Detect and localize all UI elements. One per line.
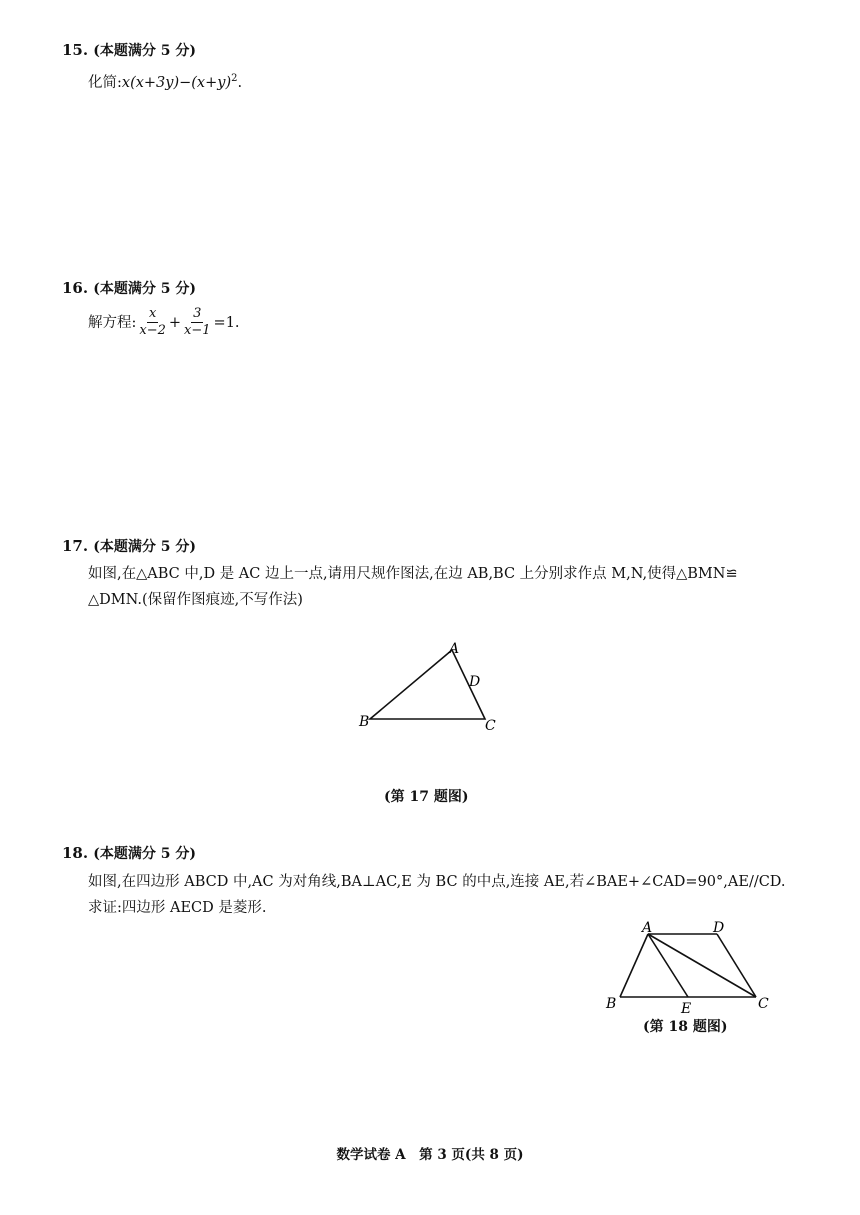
question-score-header: (本题满分 5 分) <box>93 846 196 862</box>
fraction-2 <box>182 306 213 339</box>
question-text-line: △DMN.(保留作图痕迹,不写作法) <box>88 592 303 608</box>
fraction-1 <box>137 306 168 339</box>
question-text-line: 如图,在四边形 ABCD 中,AC 为对角线,BA⊥AC,E 为 BC 的中点,连接 AE,若∠BAE+∠CAD=90°,AE//CD. <box>88 874 786 890</box>
question-17 <box>62 536 196 556</box>
quadrilateral-abcd-figure <box>600 920 780 1020</box>
question-number: 16. <box>62 279 89 297</box>
question-score-header: (本题满分 5 分) <box>93 43 196 59</box>
question-16 <box>62 278 196 298</box>
figure-17-caption: (第 17 题图) <box>384 789 469 805</box>
question-score-header: (本题满分 5 分) <box>93 281 196 297</box>
question-number: 18. <box>62 844 89 862</box>
question-15 <box>62 40 196 60</box>
fraction-2-numerator: 3 <box>193 306 202 321</box>
plus-sign: + <box>168 314 182 331</box>
equation-rhs: =1. <box>213 314 240 331</box>
label-a: A <box>449 641 460 657</box>
page-footer: 数学试卷 A 第 3 页(共 8 页) <box>336 1147 524 1163</box>
label-b: B <box>606 996 617 1012</box>
label-b: B <box>359 714 370 730</box>
expression-end: . <box>237 74 243 91</box>
label-a: A <box>642 920 653 936</box>
segment-ac <box>648 934 756 997</box>
label-c: C <box>758 996 769 1012</box>
fraction-2-denominator: x−1 <box>184 323 211 338</box>
question-score-header: (本题满分 5 分) <box>93 539 196 555</box>
label-d: D <box>469 674 481 690</box>
figure-18-caption: (第 18 题图) <box>643 1019 728 1035</box>
exponent: 2 <box>231 73 238 84</box>
label-c: C <box>485 718 496 734</box>
label-e: E <box>681 1001 692 1017</box>
question-18 <box>62 843 196 863</box>
segment-ab <box>620 934 648 997</box>
fraction-1-denominator: x−2 <box>139 323 166 338</box>
expression: x(x+3y)−(x+y) <box>121 74 232 91</box>
segment-ae <box>648 934 688 997</box>
question-text-line: 求证:四边形 AECD 是菱形. <box>88 900 267 916</box>
fraction-1-numerator: x <box>148 306 157 321</box>
label-d: D <box>713 920 725 936</box>
question-number: 17. <box>62 537 89 555</box>
question-15-body <box>88 66 242 96</box>
prompt-label: 解方程: <box>88 314 137 331</box>
triangle-abc <box>370 650 485 719</box>
segment-dc <box>717 934 756 997</box>
question-number: 15. <box>62 41 89 59</box>
triangle-abc-figure <box>355 640 505 740</box>
question-18-body <box>88 869 828 921</box>
prompt-label: 化简: <box>88 74 122 91</box>
question-text-line: 如图,在△ABC 中,D 是 AC 边上一点,请用尺规作图法,在边 AB,BC 上分别求作点 M,N,使得△BMN≌ <box>88 566 738 582</box>
question-17-body <box>88 561 808 613</box>
question-16-body <box>88 306 240 339</box>
